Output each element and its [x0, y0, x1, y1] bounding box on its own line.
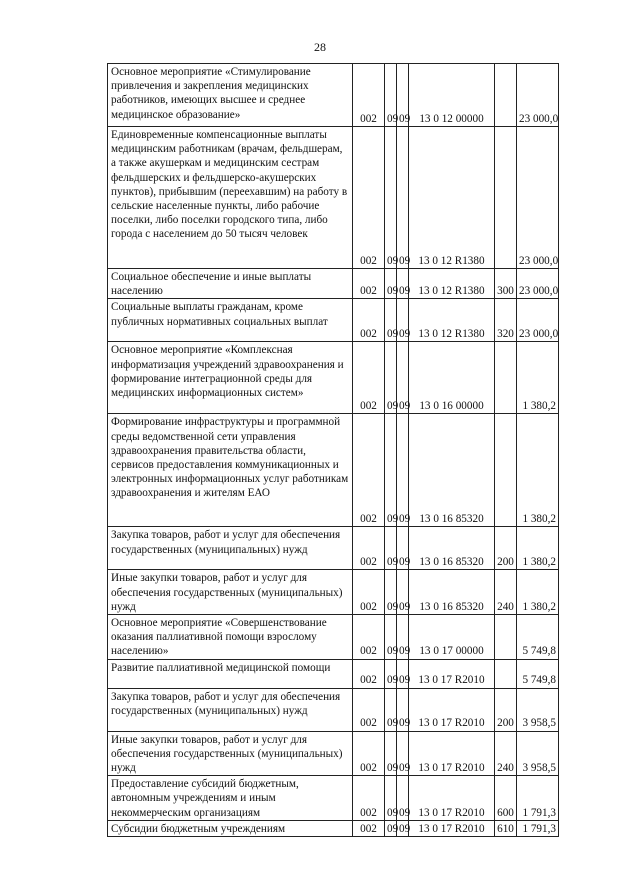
- admin-code-cell: 002: [353, 269, 385, 299]
- table-row: [108, 776, 559, 821]
- amount-cell: 1 791,3: [517, 776, 559, 821]
- section-code-cell: 09: [385, 688, 397, 731]
- amount-cell: 23 000,0: [517, 269, 559, 299]
- subsection-code-cell: 09: [397, 127, 409, 269]
- table-row: [108, 688, 559, 731]
- target-article-cell: 13 0 17 00000: [409, 615, 495, 660]
- subsection-code-cell: 09: [397, 414, 409, 527]
- row-name-cell: Закупка товаров, работ и услуг для обеспечения государственных (муниципальных) нужд: [108, 688, 353, 731]
- subsection-code-cell: 09: [397, 731, 409, 776]
- row-name-cell: Закупка товаров, работ и услуг для обеспечения государственных (муниципальных) нужд: [108, 527, 353, 570]
- expense-type-cell: [495, 127, 517, 269]
- amount-cell: 1 791,3: [517, 820, 559, 836]
- admin-code-cell: 002: [353, 299, 385, 342]
- row-name-cell: Социальное обеспечение и иные выплаты населению: [108, 269, 353, 299]
- expense-type-cell: 300: [495, 269, 517, 299]
- table-row: [108, 414, 559, 527]
- row-name-cell: Формирование инфраструктуры и программной среды ведомственной сети управления здравоохранения правительства области, сервисов предоставления коммуникационных и электронных информационных услуг работникам здравоохранения и жителям ЕАО: [108, 414, 353, 527]
- expense-type-cell: [495, 342, 517, 414]
- target-article-cell: 13 0 12 R1380: [409, 299, 495, 342]
- row-name-cell: Иные закупки товаров, работ и услуг для обеспечения государственных (муниципальных) нужд: [108, 731, 353, 776]
- row-name-cell: Предоставление субсидий бюджетным, автономным учреждениям и иным некоммерческим организациям: [108, 776, 353, 821]
- table-row: [108, 127, 559, 269]
- expense-type-cell: [495, 615, 517, 660]
- target-article-cell: 13 0 12 00000: [409, 64, 495, 127]
- section-code-cell: 09: [385, 527, 397, 570]
- amount-cell: 23 000,0: [517, 299, 559, 342]
- subsection-code-cell: 09: [397, 820, 409, 836]
- admin-code-cell: 002: [353, 731, 385, 776]
- target-article-cell: 13 0 16 85320: [409, 414, 495, 527]
- amount-cell: 1 380,2: [517, 414, 559, 527]
- subsection-code-cell: 09: [397, 299, 409, 342]
- subsection-code-cell: 09: [397, 527, 409, 570]
- expense-type-cell: 610: [495, 820, 517, 836]
- admin-code-cell: 002: [353, 820, 385, 836]
- expense-type-cell: [495, 64, 517, 127]
- target-article-cell: 13 0 17 R2010: [409, 659, 495, 688]
- expense-type-cell: 240: [495, 731, 517, 776]
- target-article-cell: 13 0 16 85320: [409, 527, 495, 570]
- row-name-cell: Основное мероприятие «Стимулирование привлечения и закрепления медицинских работников, имеющих высшее и среднее медицинское образование»: [108, 64, 353, 127]
- row-name-cell: Иные закупки товаров, работ и услуг для обеспечения государственных (муниципальных) нужд: [108, 570, 353, 615]
- expense-type-cell: 240: [495, 570, 517, 615]
- amount-cell: 5 749,8: [517, 615, 559, 660]
- subsection-code-cell: 09: [397, 342, 409, 414]
- subsection-code-cell: 09: [397, 269, 409, 299]
- table-row: [108, 64, 559, 127]
- table-row: [108, 659, 559, 688]
- table-row: [108, 615, 559, 660]
- table-row: [108, 269, 559, 299]
- row-name-cell: Развитие паллиативной медицинской помощи: [108, 659, 353, 688]
- section-code-cell: 09: [385, 64, 397, 127]
- budget-table: [107, 63, 559, 837]
- table-row: [108, 820, 559, 836]
- section-code-cell: 09: [385, 342, 397, 414]
- amount-cell: 23 000,0: [517, 127, 559, 269]
- admin-code-cell: 002: [353, 570, 385, 615]
- section-code-cell: 09: [385, 615, 397, 660]
- target-article-cell: 13 0 12 R1380: [409, 127, 495, 269]
- subsection-code-cell: 09: [397, 64, 409, 127]
- row-name-cell: Субсидии бюджетным учреждениям: [108, 820, 353, 836]
- target-article-cell: 13 0 17 R2010: [409, 820, 495, 836]
- amount-cell: 1 380,2: [517, 570, 559, 615]
- table-row: [108, 299, 559, 342]
- subsection-code-cell: 09: [397, 570, 409, 615]
- target-article-cell: 13 0 17 R2010: [409, 731, 495, 776]
- table-row: [108, 570, 559, 615]
- section-code-cell: 09: [385, 570, 397, 615]
- table-row: [108, 731, 559, 776]
- target-article-cell: 13 0 17 R2010: [409, 776, 495, 821]
- subsection-code-cell: 09: [397, 659, 409, 688]
- page-number: 28: [314, 40, 326, 54]
- amount-cell: 1 380,2: [517, 342, 559, 414]
- table-row: [108, 527, 559, 570]
- section-code-cell: 09: [385, 731, 397, 776]
- target-article-cell: 13 0 12 R1380: [409, 269, 495, 299]
- section-code-cell: 09: [385, 414, 397, 527]
- section-code-cell: 09: [385, 776, 397, 821]
- admin-code-cell: 002: [353, 776, 385, 821]
- amount-cell: 3 958,5: [517, 688, 559, 731]
- target-article-cell: 13 0 17 R2010: [409, 688, 495, 731]
- section-code-cell: 09: [385, 269, 397, 299]
- admin-code-cell: 002: [353, 127, 385, 269]
- subsection-code-cell: 09: [397, 615, 409, 660]
- section-code-cell: 09: [385, 820, 397, 836]
- admin-code-cell: 002: [353, 659, 385, 688]
- expense-type-cell: 200: [495, 688, 517, 731]
- expense-type-cell: 600: [495, 776, 517, 821]
- table-row: [108, 342, 559, 414]
- section-code-cell: 09: [385, 127, 397, 269]
- admin-code-cell: 002: [353, 414, 385, 527]
- row-name-cell: Основное мероприятие «Совершенствование оказания паллиативной помощи взрослому населению»: [108, 615, 353, 660]
- admin-code-cell: 002: [353, 64, 385, 127]
- expense-type-cell: [495, 659, 517, 688]
- amount-cell: 3 958,5: [517, 731, 559, 776]
- admin-code-cell: 002: [353, 527, 385, 570]
- subsection-code-cell: 09: [397, 688, 409, 731]
- section-code-cell: 09: [385, 659, 397, 688]
- amount-cell: 23 000,0: [517, 64, 559, 127]
- expense-type-cell: 200: [495, 527, 517, 570]
- target-article-cell: 13 0 16 00000: [409, 342, 495, 414]
- section-code-cell: 09: [385, 299, 397, 342]
- row-name-cell: Единовременные компенсационные выплаты медицинским работникам (врачам, фельдшерам, а также акушеркам и медицинским сестрам фельдшерских и фельдшерско-акушерских пунктов), прибывшим (переехавшим) на работу в сельские населенные пункты, либо рабочие поселки, либо поселки городского типа, либо города с населением до 50 тысяч человек: [108, 127, 353, 269]
- expense-type-cell: [495, 414, 517, 527]
- row-name-cell: Социальные выплаты гражданам, кроме публичных нормативных социальных выплат: [108, 299, 353, 342]
- target-article-cell: 13 0 16 85320: [409, 570, 495, 615]
- subsection-code-cell: 09: [397, 776, 409, 821]
- admin-code-cell: 002: [353, 688, 385, 731]
- row-name-cell: Основное мероприятие «Комплексная информатизация учреждений здравоохранения и формирование интеграционной среды для медицинских информационных систем»: [108, 342, 353, 414]
- expense-type-cell: 320: [495, 299, 517, 342]
- admin-code-cell: 002: [353, 342, 385, 414]
- amount-cell: 5 749,8: [517, 659, 559, 688]
- amount-cell: 1 380,2: [517, 527, 559, 570]
- admin-code-cell: 002: [353, 615, 385, 660]
